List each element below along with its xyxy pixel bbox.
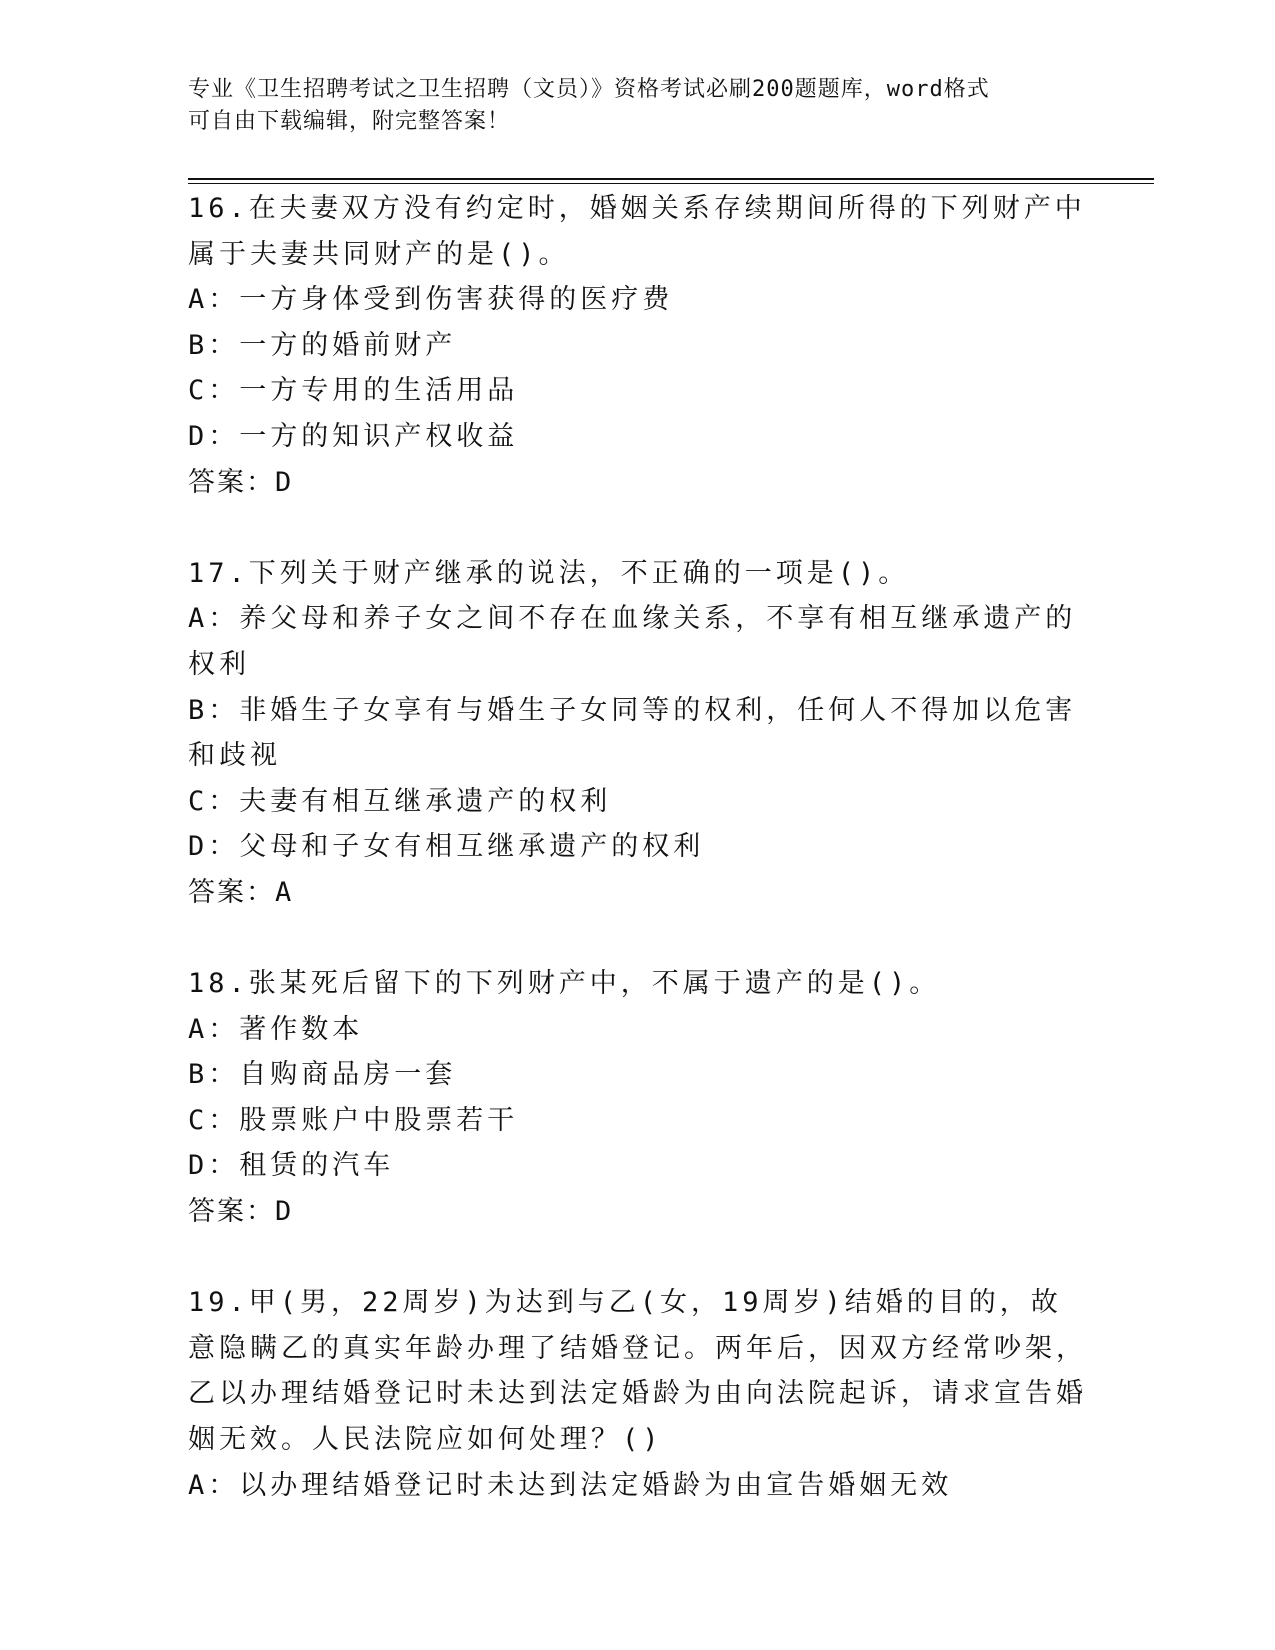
option-b: B：自购商品房一套 <box>188 1059 457 1091</box>
answer-label: 答案： <box>188 466 275 498</box>
option-a: A：一方身体受到伤害获得的医疗费 <box>188 284 674 316</box>
question-stem: 17.下列关于财产继承的说法，不正确的一项是()。 <box>188 557 910 589</box>
option-a: A：养父母和养子女之间不存在血缘关系，不享有相互继承遗产的权利 <box>188 603 1077 680</box>
option-d: D：租赁的汽车 <box>188 1150 395 1182</box>
question-stem: 18.张某死后留下的下列财产中，不属于遗产的是()。 <box>188 968 941 1000</box>
option-a: A：以办理结婚登记时未达到法定婚龄为由宣告婚姻无效 <box>188 1469 953 1501</box>
option-d: D：一方的知识产权收益 <box>188 420 519 452</box>
question-16 <box>188 186 1088 505</box>
answer-line <box>188 1189 1088 1235</box>
option-c: C：股票账户中股票若干 <box>188 1104 519 1136</box>
header-line-1: 专业《卫生招聘考试之卫生招聘（文员）》资格考试必刷200题题库，word格式 <box>188 77 990 102</box>
option-b: B：非婚生子女享有与婚生子女同等的权利，任何人不得加以危害和歧视 <box>188 694 1077 772</box>
answer-line <box>188 460 1088 506</box>
option-d: D：父母和子女有相互继承遗产的权利 <box>188 831 705 863</box>
header-line-2: 可自由下载编辑，附完整答案！ <box>188 109 511 134</box>
answer-value: A <box>275 876 292 908</box>
header-divider-thick <box>188 178 1154 180</box>
answer-label: 答案： <box>188 876 275 908</box>
option-a: A：著作数本 <box>188 1013 364 1045</box>
question-17 <box>188 551 1088 916</box>
answer-value: D <box>275 466 292 498</box>
header-divider-thin <box>188 183 1154 184</box>
answer-line <box>188 870 1088 916</box>
question-18 <box>188 961 1088 1235</box>
question-list <box>188 186 1088 1508</box>
document-header <box>188 74 1088 138</box>
question-19 <box>188 1280 1088 1508</box>
answer-label: 答案： <box>188 1196 275 1228</box>
option-b: B：一方的婚前财产 <box>188 329 457 361</box>
question-stem: 19.甲(男，22周岁)为达到与乙(女，19周岁)结婚的目的，故意隐瞒乙的真实年龄办理了结婚登记。两年后，因双方经常吵架，乙以办理结婚登记时未达到法定婚龄为由向法院起诉，请求宣告婚姻无效。人民法院应如何处理？() <box>188 1287 1087 1456</box>
answer-value: D <box>275 1196 292 1228</box>
question-stem: 16.在夫妻双方没有约定时，婚姻关系存续期间所得的下列财产中属于夫妻共同财产的是()。 <box>188 193 1086 270</box>
option-c: C：一方专用的生活用品 <box>188 375 519 407</box>
option-c: C：夫妻有相互继承遗产的权利 <box>188 785 612 817</box>
